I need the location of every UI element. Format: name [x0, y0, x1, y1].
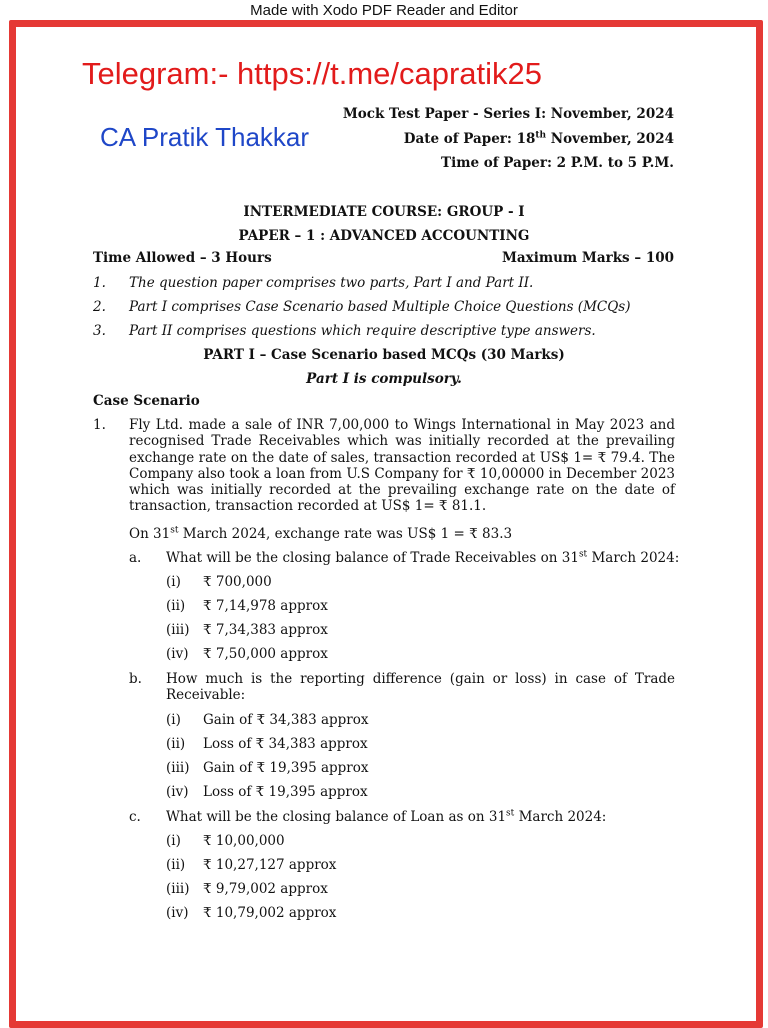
instruction-number: 3.	[93, 323, 106, 339]
part1-note: Part I is compulsory.	[306, 371, 462, 387]
author-name: CA Pratik Thakkar	[100, 122, 310, 152]
option-numeral: (iii)	[166, 622, 190, 638]
scenario-text: Fly Ltd. made a sale of INR 7,00,000 to Wings International in May 2023 and recognised Trade Receivables which was initially recorded at the prevailing exchange rate on the date of sales, transaction recorded at US$ 1= ₹ 79.4. The Company also took a loan from U.S Company for ₹ 10,00000 in December 2023 which was initially recorded at the prevailing exchange rate on the date of transaction, transaction recorded at US$ 1= ₹ 81.1.	[129, 417, 675, 515]
option-numeral: (ii)	[166, 598, 186, 614]
series-line: Mock Test Paper - Series I: November, 2024	[342, 106, 674, 122]
option-numeral: (iv)	[166, 905, 189, 921]
instruction-text: Part II comprises questions which require descriptive type answers.	[129, 323, 596, 339]
option-numeral: (i)	[166, 712, 181, 728]
xodo-banner: Made with Xodo PDF Reader and Editor	[250, 2, 518, 19]
question-label: b.	[129, 671, 142, 687]
instruction-number: 2.	[93, 299, 106, 315]
option-text: ₹ 10,79,002 approx	[203, 905, 337, 921]
date-line: Date of Paper: 18th November, 2024	[403, 130, 674, 147]
option-text: ₹ 9,79,002 approx	[203, 881, 328, 897]
question-label: c.	[129, 809, 141, 825]
time-line: Time of Paper: 2 P.M. to 5 P.M.	[441, 155, 674, 171]
part1-title: PART I – Case Scenario based MCQs (30 Marks)	[203, 347, 565, 363]
option-numeral: (iii)	[166, 760, 190, 776]
maximum-marks: Maximum Marks – 100	[501, 250, 674, 266]
instruction-number: 1.	[93, 275, 106, 291]
question-number: 1.	[93, 417, 106, 433]
option-text: Loss of ₹ 19,395 approx	[203, 784, 368, 800]
option-numeral: (ii)	[166, 736, 186, 752]
question-text: What will be the closing balance of Trade Receivables on 31st March 2024:	[166, 549, 680, 566]
option-numeral: (i)	[166, 833, 181, 849]
telegram-link[interactable]: Telegram:- https://t.me/capratik25	[82, 56, 543, 91]
option-numeral: (iv)	[166, 784, 189, 800]
question-text: How much is the reporting difference (gain or loss) in case of Trade Receivable:	[166, 671, 675, 704]
option-text: Gain of ₹ 34,383 approx	[203, 712, 369, 728]
option-numeral: (ii)	[166, 857, 186, 873]
option-text: Gain of ₹ 19,395 approx	[203, 760, 369, 776]
option-text: ₹ 10,00,000	[203, 833, 285, 849]
option-numeral: (iii)	[166, 881, 190, 897]
question-text: What will be the closing balance of Loan as on 31st March 2024:	[166, 808, 607, 825]
option-text: ₹ 700,000	[203, 574, 272, 590]
question-label: a.	[129, 550, 142, 566]
option-text: ₹ 7,14,978 approx	[203, 598, 328, 614]
time-allowed: Time Allowed – 3 Hours	[93, 250, 272, 266]
option-numeral: (i)	[166, 574, 181, 590]
option-text: ₹ 7,34,383 approx	[203, 622, 328, 638]
paper-title: PAPER – 1 : ADVANCED ACCOUNTING	[238, 228, 530, 244]
option-text: Loss of ₹ 34,383 approx	[203, 736, 368, 752]
option-numeral: (iv)	[166, 646, 189, 662]
page-border	[9, 20, 763, 1028]
course-title: INTERMEDIATE COURSE: GROUP - I	[243, 204, 525, 220]
exchange-rate-line: On 31st March 2024, exchange rate was US$ 1 = ₹ 83.3	[129, 525, 513, 542]
case-scenario-heading: Case Scenario	[93, 393, 200, 409]
option-text: ₹ 10,27,127 approx	[203, 857, 337, 873]
instruction-text: The question paper comprises two parts, Part I and Part II.	[129, 275, 534, 291]
option-text: ₹ 7,50,000 approx	[203, 646, 328, 662]
instruction-text: Part I comprises Case Scenario based Multiple Choice Questions (MCQs)	[129, 299, 631, 315]
